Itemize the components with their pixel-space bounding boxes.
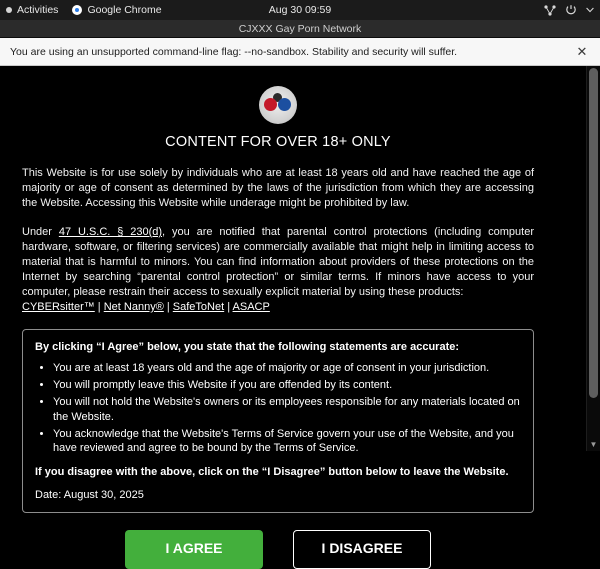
page-title: CONTENT FOR OVER 18+ ONLY bbox=[165, 134, 391, 150]
filter-link-netnanny[interactable]: Net Nanny® bbox=[103, 301, 164, 313]
list-item: • You will promptly leave this Website if you are offended by its content. bbox=[53, 378, 521, 393]
logo-shape-right bbox=[278, 98, 291, 111]
paragraph-2-prefix: Under bbox=[22, 226, 59, 238]
chrome-icon bbox=[72, 5, 82, 15]
chrome-infobar bbox=[0, 38, 600, 66]
page-scrollbar[interactable] bbox=[586, 66, 600, 451]
filter-link-cybersitter[interactable]: CYBERsitter™ bbox=[22, 301, 95, 313]
list-item-text: You acknowledge that the Website's Terms of Service govern your use of the Website, and you have reviewed and agree to be bound by the Terms of Service. bbox=[53, 427, 514, 454]
sep-1: | bbox=[94, 301, 104, 313]
top-bar-left bbox=[6, 4, 162, 16]
agree-button[interactable]: I AGREE bbox=[125, 530, 263, 569]
sep-2: | bbox=[163, 301, 173, 313]
activities-button[interactable] bbox=[6, 4, 58, 16]
scroll-down-arrow-icon[interactable]: ▼ bbox=[589, 440, 598, 449]
filter-link-asacp[interactable]: ASACP bbox=[232, 301, 270, 313]
agreement-intro: By clicking “I Agree” below, you state that the following statements are accurate: bbox=[35, 341, 460, 353]
age-verification-content bbox=[0, 66, 556, 569]
site-logo-icon bbox=[259, 86, 297, 124]
activities-dot-icon bbox=[6, 7, 12, 13]
list-item: • You are at least 18 years old and the age of majority or age of consent in your jurisdiction. bbox=[53, 361, 521, 376]
list-item bbox=[53, 427, 521, 456]
power-icon bbox=[565, 4, 577, 16]
page-viewport bbox=[0, 66, 600, 556]
window-title-bar bbox=[0, 20, 600, 38]
list-item: • You will not hold the Website's owners or its employees responsible for any materials located on the Website. bbox=[53, 395, 521, 424]
scrollbar-thumb[interactable] bbox=[589, 68, 598, 398]
button-row bbox=[22, 530, 534, 569]
close-icon[interactable]: ✕ bbox=[576, 44, 588, 59]
clock-label: Aug 30 09:59 bbox=[268, 4, 332, 16]
chevron-down-icon bbox=[586, 7, 594, 13]
current-date: Date: August 30, 2025 bbox=[35, 488, 144, 501]
system-top-bar bbox=[0, 0, 600, 20]
sep-3: | bbox=[224, 301, 233, 313]
filter-link-safetonet[interactable]: SafeToNet bbox=[172, 301, 225, 313]
chrome-window-button[interactable] bbox=[72, 4, 161, 16]
agreement-box bbox=[22, 329, 534, 513]
paragraph-2-suffix: , you are notified that parental control protections (including computer hardware, software, or filtering services) are commercially available that might help in limiting access to material that is harmful to minors. You can find information about providers of these protections on the Internet by searching “parental control protection” or similar terms. If minors have access to your computer, please restrain their access to sexually explicit material by using these products: bbox=[22, 226, 534, 298]
network-icon bbox=[544, 5, 556, 16]
statute-link[interactable]: 47 U.S.C. § 230(d) bbox=[58, 226, 163, 238]
logo-shape-left bbox=[264, 98, 277, 111]
activities-label: Activities bbox=[17, 4, 59, 16]
logo-container bbox=[22, 86, 534, 124]
top-bar-status-area[interactable] bbox=[544, 4, 594, 16]
chrome-label: Google Chrome bbox=[87, 4, 162, 16]
infobar-message: You are using an unsupported command-line flag: --no-sandbox. Stability and security will suffer. bbox=[10, 45, 458, 58]
window-title: CJXXX Gay Porn Network bbox=[238, 22, 362, 35]
disagree-instruction: If you disagree with the above, click on the “I Disagree” button below to leave the Website. bbox=[35, 465, 509, 478]
paragraph-parental-controls bbox=[22, 225, 534, 315]
paragraph-age-requirement: This Website is for use solely by individuals who are at least 18 years old and have reached the age of majority or age of consent as determined by the laws of the jurisdiction from which they are accessing the Website. Accessing this Website while underage might be prohibited by law. bbox=[22, 167, 534, 209]
disagree-button[interactable]: I DISAGREE bbox=[293, 530, 431, 569]
agreement-bullet-list bbox=[35, 361, 521, 456]
